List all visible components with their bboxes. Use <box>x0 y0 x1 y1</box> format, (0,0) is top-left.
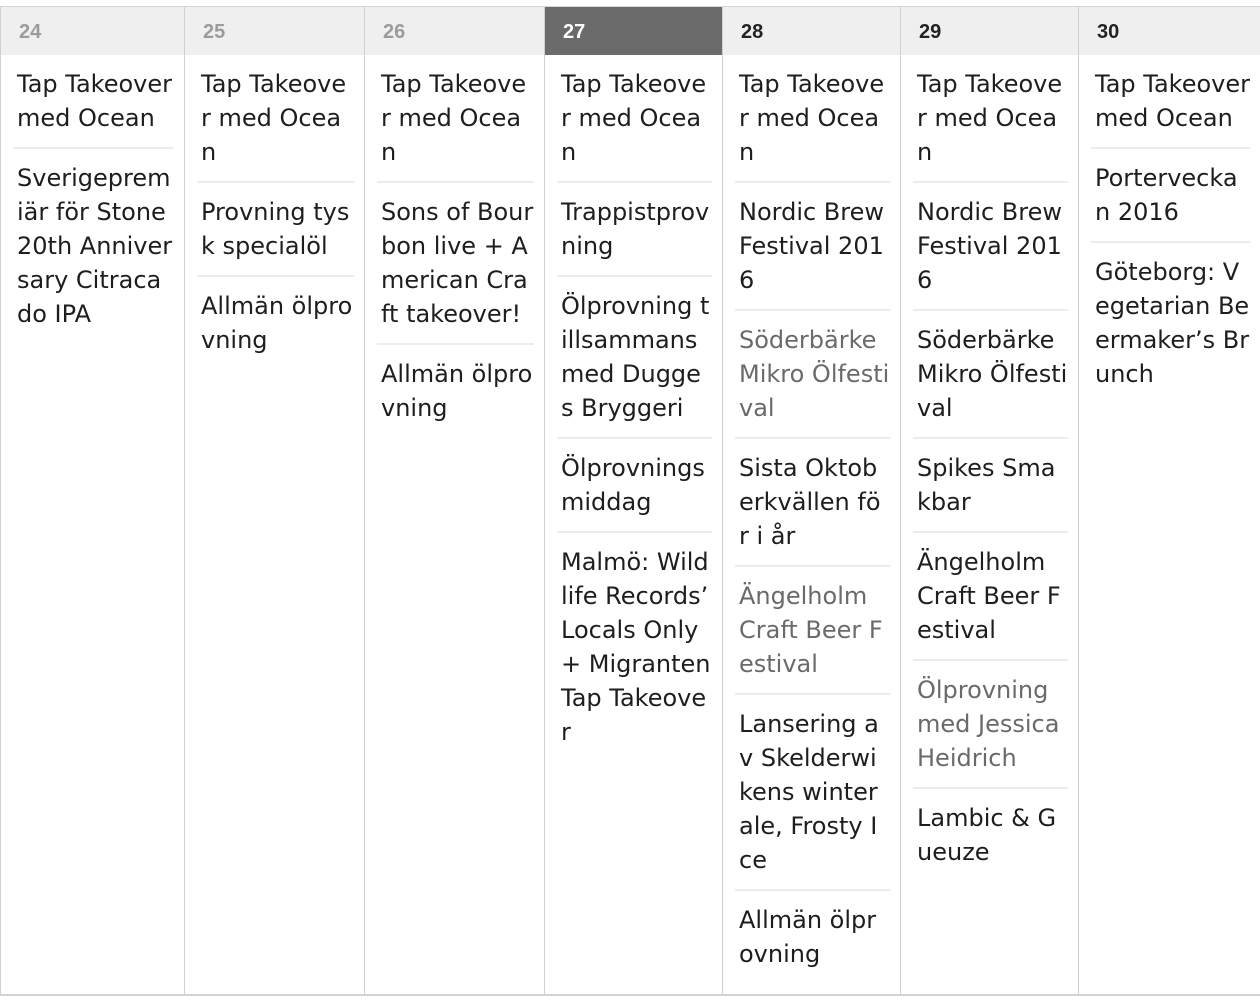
day-header-today[interactable]: 27 <box>545 7 722 55</box>
event-item[interactable]: Allmän ölprovning <box>381 360 533 422</box>
day-column-28 <box>722 7 900 994</box>
event-item[interactable]: Tap Takeover med Ocean <box>1091 55 1250 149</box>
event-item[interactable]: Sons of Bourbon live + American Craft takeover! <box>377 183 534 345</box>
event-item[interactable]: Tap Takeover med Ocean <box>913 55 1068 183</box>
day-column-30 <box>1078 7 1260 994</box>
day-header[interactable]: 29 <box>901 7 1078 55</box>
day-column-29 <box>900 7 1078 994</box>
event-list <box>545 55 722 761</box>
day-column-27 <box>544 7 722 994</box>
event-list <box>901 55 1078 881</box>
event-list <box>185 55 364 369</box>
event-item[interactable]: Ängelholm Craft Beer Festival <box>913 533 1068 661</box>
event-item[interactable]: Lambic & Gueuze <box>917 804 1057 866</box>
day-header[interactable]: 25 <box>185 7 364 55</box>
day-header[interactable]: 24 <box>1 7 184 55</box>
event-item[interactable]: Spikes Smakbar <box>913 439 1068 533</box>
event-item[interactable]: Tap Takeover med Ocean <box>557 55 712 183</box>
event-item[interactable]: Ölprovning tillsammans med Dugges Bryggeri <box>557 277 712 439</box>
event-item[interactable]: Allmän ölprovning <box>739 906 877 968</box>
calendar-top-border <box>0 0 1260 7</box>
day-column-24 <box>0 7 184 994</box>
event-list <box>365 55 544 437</box>
event-item[interactable]: Söderbärke Mikro Ölfestival <box>913 311 1068 439</box>
day-column-26 <box>364 7 544 994</box>
day-column-25 <box>184 7 364 994</box>
event-item[interactable]: Ölprovningsmiddag <box>557 439 712 533</box>
event-item[interactable]: Portervecka n 2016 <box>1091 149 1250 243</box>
day-header[interactable]: 28 <box>723 7 900 55</box>
calendar-bottom-border <box>0 994 1260 1002</box>
event-item[interactable]: Trappistprovning <box>557 183 712 277</box>
event-item[interactable]: Malmö: Wildlife Records’ Locals Only + Migranten Tap Takeover <box>561 548 711 746</box>
event-item[interactable]: Tap Takeover med Ocean <box>197 55 354 183</box>
event-item[interactable]: Lansering av Skelderwikens winter ale, Frosty Ice <box>735 695 890 891</box>
event-item[interactable]: Söderbärke Mikro Ölfestival <box>735 311 890 439</box>
event-item[interactable]: Sverigepremiär för Stone 20th Anniversary Citracado IPA <box>17 164 173 328</box>
day-header[interactable]: 30 <box>1079 7 1260 55</box>
event-list <box>1079 55 1260 403</box>
event-item[interactable]: Tap Takeover med Ocean <box>377 55 534 183</box>
event-list <box>1 55 184 343</box>
event-item[interactable]: Göteborg: Vegetarian Beermaker’s Brunch <box>1095 258 1250 388</box>
event-list <box>723 55 900 983</box>
event-item[interactable]: Ölprovning med Jessica Heidrich <box>913 661 1068 789</box>
event-item[interactable]: Nordic Brew Festival 2016 <box>913 183 1068 311</box>
event-item[interactable]: Ängelholm Craft Beer Festival <box>735 567 890 695</box>
event-item[interactable]: Tap Takeover med Ocean <box>735 55 890 183</box>
event-item[interactable]: Allmän ölprovning <box>201 292 353 354</box>
event-item[interactable]: Provning tysk specialöl <box>197 183 354 277</box>
event-item[interactable]: Nordic Brew Festival 2016 <box>735 183 890 311</box>
event-item[interactable]: Tap Takeover med Ocean <box>13 55 174 149</box>
day-header[interactable]: 26 <box>365 7 544 55</box>
event-item[interactable]: Sista Oktoberkvällen för i år <box>735 439 890 567</box>
